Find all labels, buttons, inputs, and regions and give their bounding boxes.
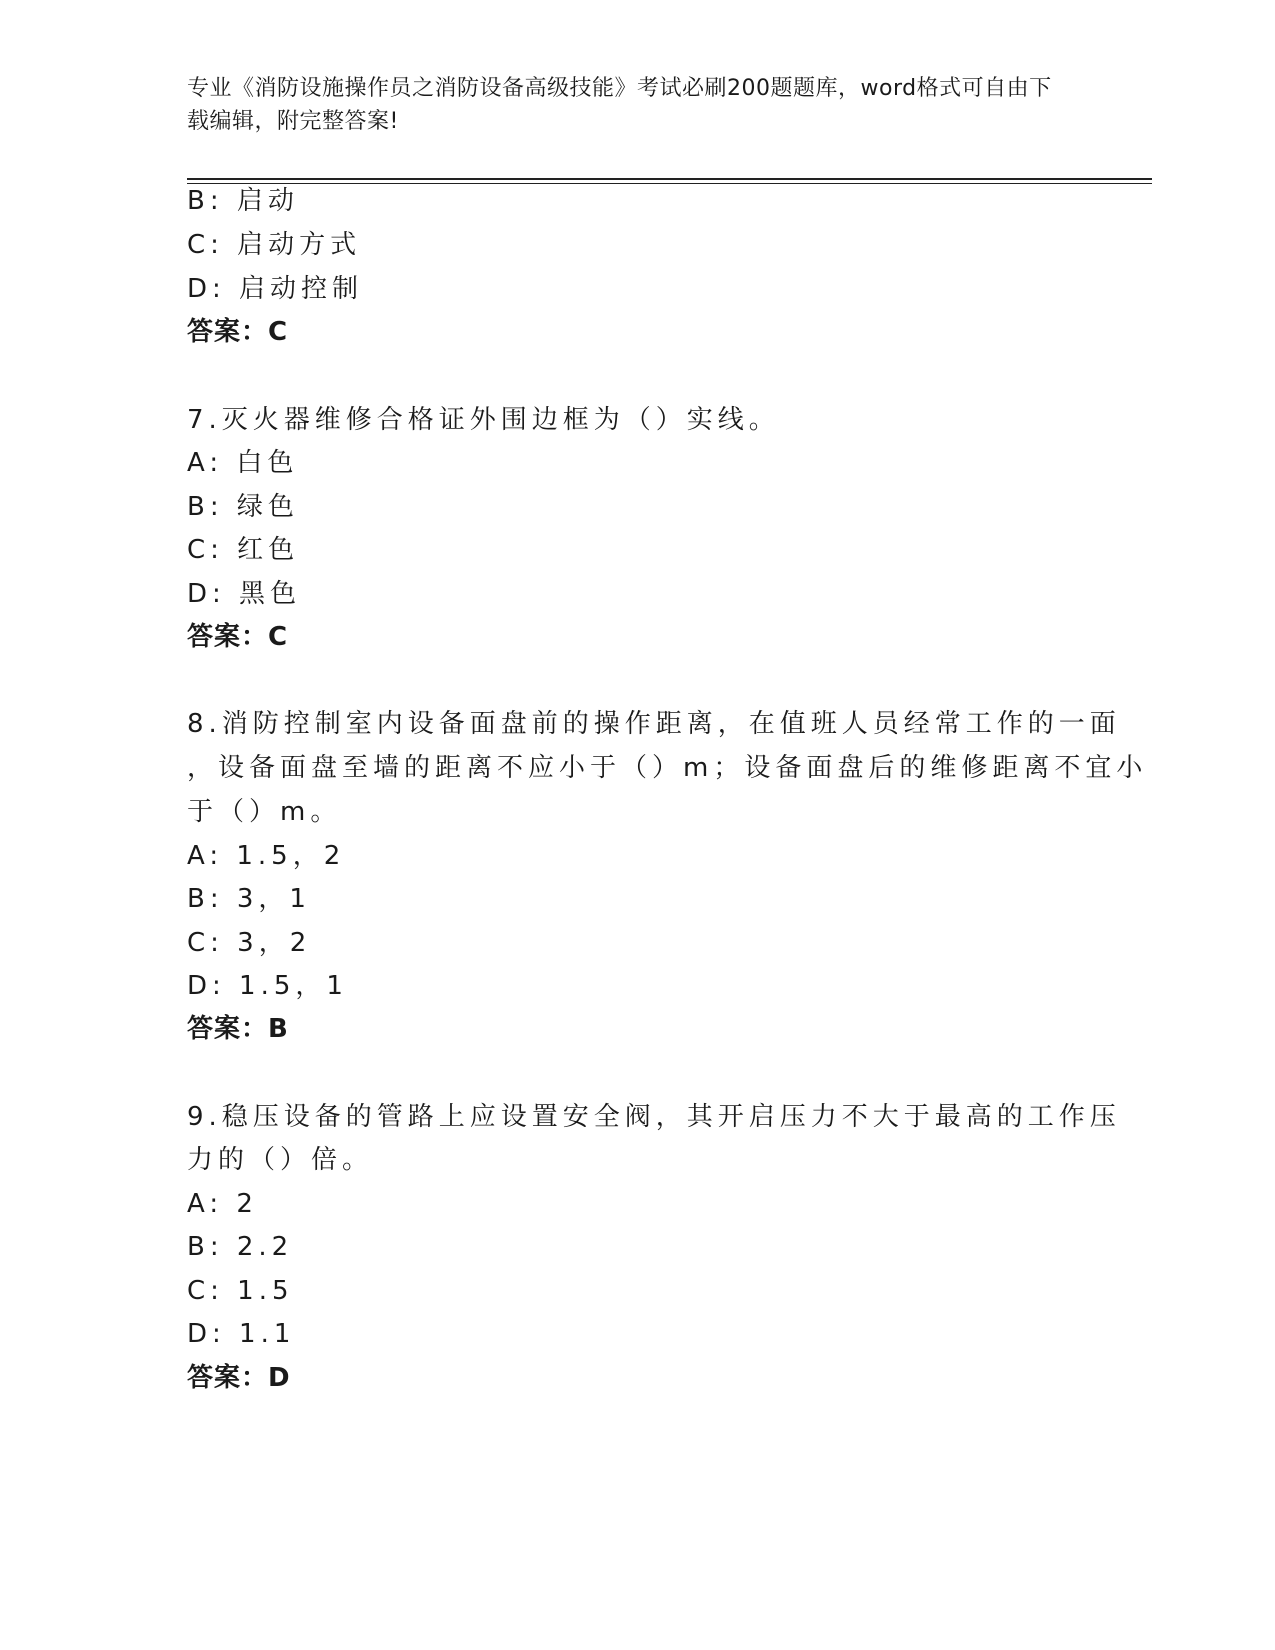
- option-b: B: 绿色: [187, 492, 299, 522]
- header-divider-thick: [187, 178, 1152, 180]
- option-d: D: 启动控制: [187, 274, 364, 304]
- option-a: A: 白色: [187, 448, 299, 478]
- answer: 答案：B: [187, 1014, 289, 1044]
- header-divider-thin: [187, 183, 1152, 184]
- question-9-text-line-2: 力的（）倍。: [187, 1145, 374, 1175]
- question-8-text-line-1: 8.消防控制室内设备面盘前的操作距离，在值班人员经常工作的一面: [187, 709, 1121, 739]
- question-9-text-line-1: 9.稳压设备的管路上应设置安全阀，其开启压力不大于最高的工作压: [187, 1102, 1121, 1132]
- option-c: C: 3，2: [187, 928, 312, 958]
- option-b: B: 3，1: [187, 884, 311, 914]
- option-d: D: 1.5，1: [187, 971, 348, 1001]
- option-c: C: 红色: [187, 535, 300, 565]
- answer: 答案：C: [187, 317, 289, 347]
- option-b: B: 2.2: [187, 1232, 294, 1262]
- option-c: C: 启动方式: [187, 230, 362, 260]
- question-8-text-line-3: 于（）m。: [187, 797, 342, 827]
- question-8-text-line-2: ，设备面盘至墙的距离不应小于（）m；设备面盘后的维修距离不宜小: [187, 753, 1148, 783]
- answer: 答案：C: [187, 622, 289, 652]
- option-b: B: 启动: [187, 186, 299, 216]
- option-c: C: 1.5: [187, 1276, 294, 1306]
- document-header: 专业《消防设施操作员之消防设备高级技能》考试必刷200题题库，word格式可自由下载编辑，附完整答案!: [187, 76, 1052, 134]
- option-a: A: 2: [187, 1189, 258, 1219]
- option-d: D: 1.1: [187, 1319, 296, 1349]
- answer: 答案：D: [187, 1363, 291, 1393]
- question-7-text: 7.灭火器维修合格证外围边框为（）实线。: [187, 405, 780, 435]
- option-a: A: 1.5，2: [187, 841, 346, 871]
- option-d: D: 黑色: [187, 579, 302, 609]
